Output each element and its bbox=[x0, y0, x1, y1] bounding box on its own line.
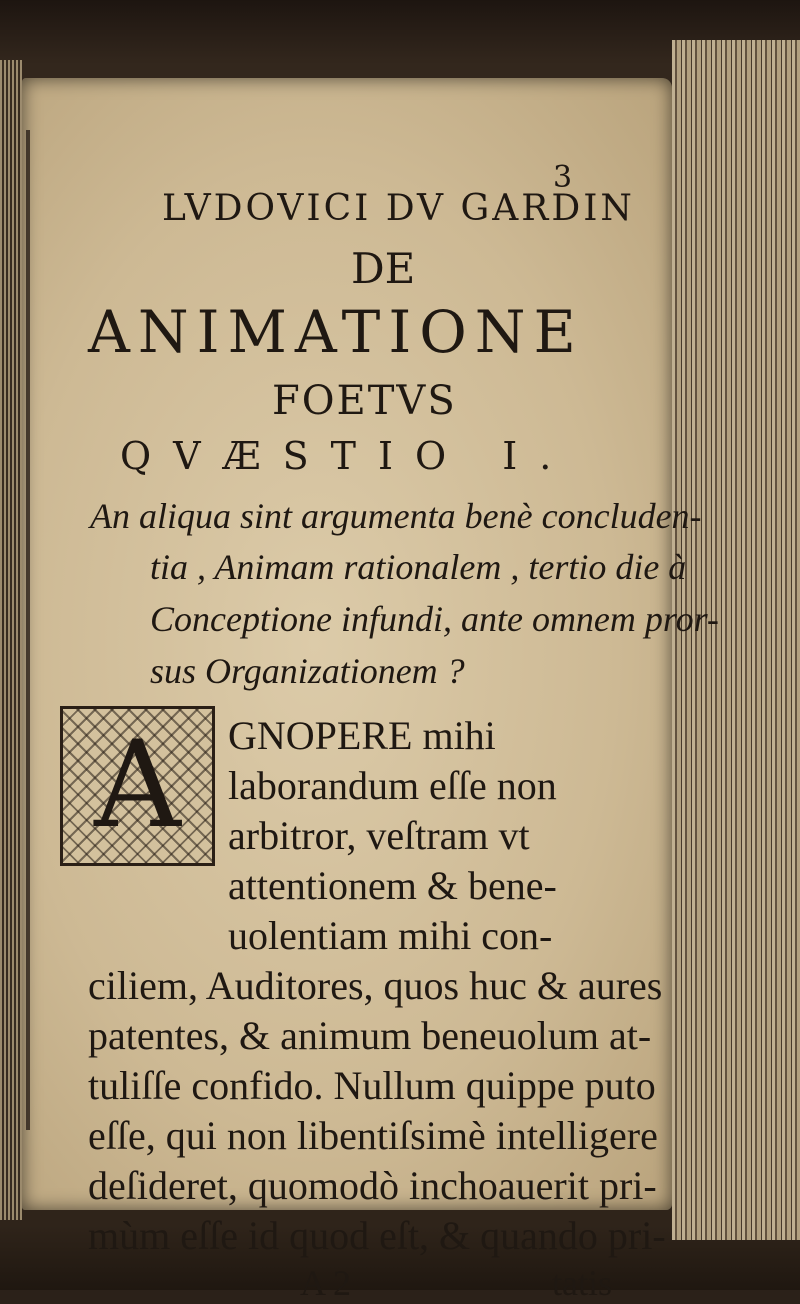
body-line: mùm eſſe id quod eſt, & quando pri- bbox=[88, 1213, 666, 1258]
question-line: tia , Animam rationalem , tertio die à bbox=[150, 547, 687, 587]
catchword: tatis bbox=[552, 1263, 612, 1303]
question-line: sus Organizationem ? bbox=[150, 651, 465, 691]
signature-mark: A 2 bbox=[300, 1263, 352, 1303]
body-line: eſſe, qui non libentiſsimè intelligere bbox=[88, 1113, 658, 1158]
title-de: DE bbox=[351, 244, 416, 293]
initial-letter: A bbox=[94, 716, 181, 855]
body-line: ciliem, Auditores, quos huc & aures bbox=[88, 963, 663, 1008]
body-line: GNOPERE mihi bbox=[228, 713, 496, 758]
body-line: deſideret, quomodò inchoauerit pri- bbox=[88, 1163, 657, 1208]
body-line: arbitror, veſtram vt bbox=[228, 813, 530, 858]
section-heading: QVÆSTIO I. bbox=[120, 434, 574, 478]
question-line: Conceptione infundi, ante omnem pror- bbox=[150, 599, 719, 639]
title-main: ANIMATIONE bbox=[88, 298, 584, 366]
body-line: patentes, & animum beneuolum at- bbox=[88, 1013, 652, 1058]
title-sub: FOETVS bbox=[272, 378, 457, 424]
body-line: uolentiam mihi con- bbox=[228, 913, 553, 958]
question-line: An aliqua sint argumenta benè concluden- bbox=[90, 496, 702, 536]
adjacent-page-edge-left bbox=[0, 60, 22, 1220]
body-line: laborandum eſſe non bbox=[228, 763, 557, 808]
decorated-initial bbox=[60, 706, 215, 866]
body-line: attentionem & bene- bbox=[228, 863, 557, 908]
author-line: LVDOVICI DV GARDIN bbox=[162, 188, 635, 229]
body-line: tuliſſe confido. Nullum quippe puto bbox=[88, 1063, 656, 1108]
margin-rule bbox=[26, 130, 30, 1130]
page-number: 3 bbox=[553, 160, 573, 195]
book-page-edges bbox=[672, 40, 800, 1240]
